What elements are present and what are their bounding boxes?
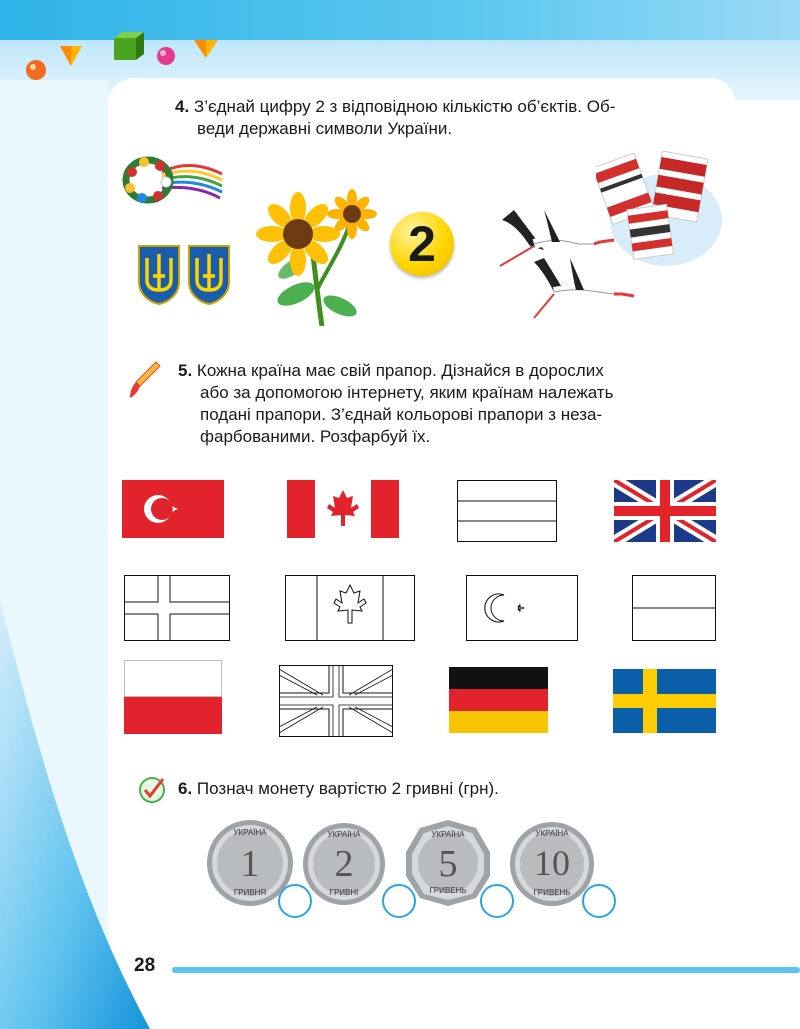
coin-1-bottom-label: ГРИВНЯ xyxy=(233,888,267,897)
coin-5-bottom-label: ГРИВЕНЬ xyxy=(429,886,467,895)
wreath-icon[interactable] xyxy=(122,152,224,210)
flag-uk-colored[interactable] xyxy=(614,480,716,542)
task5-instructions xyxy=(178,360,738,448)
task5-line4: фарбованими. Розфарбуй їх. xyxy=(200,427,431,446)
answer-circle-coin-5[interactable] xyxy=(480,884,514,918)
flag-germany-outline[interactable] xyxy=(457,480,557,542)
task4-line2: веди державні символи України. xyxy=(197,119,453,138)
task4-number: 4. xyxy=(175,97,190,116)
page-number: 28 xyxy=(134,955,156,976)
task5-line1: Кожна країна має свій прапор. Дізнайся в дорослих xyxy=(196,361,604,380)
coin-2-bottom-label: ГРИВНІ xyxy=(329,888,359,897)
flag-turkey-outline[interactable] xyxy=(466,575,578,641)
decor-shapes xyxy=(20,32,230,82)
coin-2-value: 2 xyxy=(334,843,354,885)
digit-two-badge[interactable]: 2 xyxy=(390,212,454,276)
flag-germany-colored[interactable] xyxy=(449,667,548,733)
task4-instructions xyxy=(175,96,735,140)
task5-line2: або за допомогою інтернету, яким країнам належать xyxy=(200,383,614,402)
task5-number: 5. xyxy=(178,361,193,380)
flag-canada-colored[interactable] xyxy=(287,480,399,538)
paintbrush-icon xyxy=(128,360,162,400)
embroidered-towel-icon[interactable] xyxy=(596,150,722,268)
flag-poland-outline[interactable] xyxy=(632,575,716,641)
footer-line xyxy=(172,967,800,973)
task6-text: Познач монету вартістю 2 гривні (грн). xyxy=(196,779,499,798)
coin-10-value: 10 xyxy=(534,843,570,883)
checkmark-icon xyxy=(137,775,167,805)
coin-1-value: 1 xyxy=(240,843,260,885)
flag-sweden-colored[interactable] xyxy=(613,669,716,733)
task4-line1: З’єднай цифру 2 з відповідною кількістю об’єктів. Об- xyxy=(193,97,616,116)
task5-line3: подані прапори. З’єднай кольорові прапори з неза- xyxy=(200,405,603,424)
coin-2-hryvnia[interactable] xyxy=(298,820,390,908)
coin-10-top-label: УКРАЇНА xyxy=(535,829,569,838)
flag-uk-outline[interactable] xyxy=(279,665,393,737)
coin-5-top-label: УКРАЇНА xyxy=(431,830,465,839)
task6-instructions xyxy=(178,778,738,800)
trident-icon[interactable] xyxy=(137,244,233,306)
flag-canada-outline[interactable] xyxy=(285,575,415,641)
flag-poland-colored[interactable] xyxy=(124,660,222,734)
answer-circle-coin-2[interactable] xyxy=(382,884,416,918)
coin-5-value: 5 xyxy=(438,843,458,885)
sunflower-icon[interactable] xyxy=(252,188,378,326)
task6-number: 6. xyxy=(178,779,193,798)
coin-1-top-label: УКРАЇНА xyxy=(233,828,267,837)
coin-2-top-label: УКРАЇНА xyxy=(327,830,361,839)
coin-10-bottom-label: ГРИВЕНЬ xyxy=(533,888,571,897)
flag-sweden-outline[interactable] xyxy=(124,575,230,641)
answer-circle-coin-10[interactable] xyxy=(582,884,616,918)
answer-circle-coin-1[interactable] xyxy=(278,884,312,918)
flag-turkey-colored[interactable] xyxy=(122,480,224,538)
